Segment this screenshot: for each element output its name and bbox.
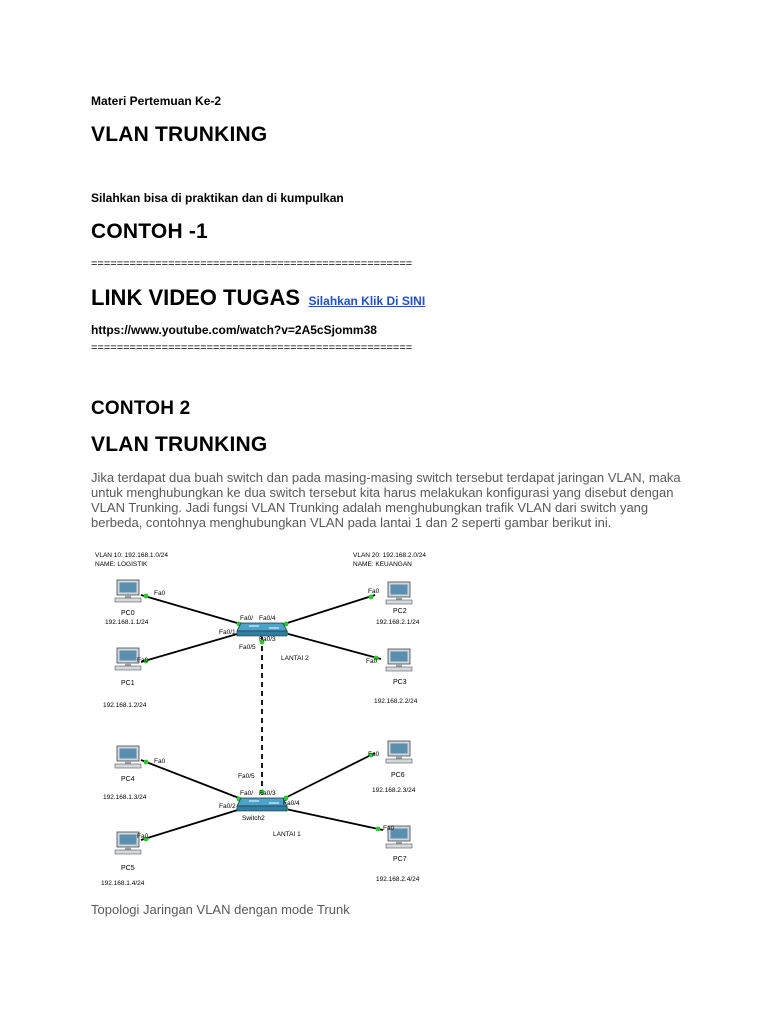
link-pc1-sw1 — [141, 632, 244, 662]
svg-text:Fa0/1: Fa0/1 — [219, 629, 236, 636]
svg-text:Fa0: Fa0 — [154, 758, 166, 765]
vlan10-label: VLAN 10: 192.168.1.0/24 — [95, 552, 169, 559]
meeting-label: Materi Pertemuan Ke-2 — [91, 94, 222, 108]
vlan20-name: NAME: KEUANGAN — [353, 561, 412, 568]
link-sw2-pc6 — [281, 753, 375, 800]
pc2-icon — [386, 582, 412, 604]
separator-line: ================================================== — [91, 258, 413, 270]
link-sw2-pc7 — [281, 808, 383, 830]
link-pc4-sw2 — [141, 760, 244, 800]
link-video-row — [91, 285, 425, 311]
svg-text:Fa0: Fa0 — [368, 751, 380, 758]
svg-text:Fa0/3: Fa0/3 — [259, 636, 276, 643]
floor-2-label: LANTAI 2 — [281, 655, 309, 662]
pc3-ip: 192.168.2.2/24 — [374, 698, 418, 705]
topology-diagram — [91, 545, 446, 890]
vlan20-label: VLAN 20: 192.168.2.0/24 — [353, 552, 427, 559]
pc5-name: PC5 — [121, 865, 135, 872]
link-pc0-sw1 — [141, 595, 244, 625]
pc2-name: PC2 — [393, 608, 407, 615]
svg-text:Fa0/3: Fa0/3 — [259, 790, 276, 797]
example-1-heading: CONTOH -1 — [91, 220, 208, 243]
pc4-icon — [115, 746, 141, 768]
svg-text:Fa0/2: Fa0/2 — [219, 803, 236, 810]
svg-text:Fa0: Fa0 — [368, 588, 380, 595]
instruction-text: Silahkan bisa di praktikan dan di kumpulkan — [91, 191, 344, 205]
svg-text:Fa0/: Fa0/ — [240, 615, 254, 622]
example-2-heading: CONTOH 2 — [91, 398, 191, 419]
svg-text:Fa0/5: Fa0/5 — [238, 773, 255, 780]
pc7-name: PC7 — [393, 856, 407, 863]
page-title: VLAN TRUNKING — [91, 123, 268, 146]
pc1-ip: 192.168.1.2/24 — [103, 702, 147, 709]
pc0-ip: 192.168.1.1/24 — [105, 619, 149, 626]
pc0-name: PC0 — [121, 610, 135, 617]
pc7-ip: 192.168.2.4/24 — [376, 876, 420, 883]
svg-text:Fa0: Fa0 — [137, 833, 149, 840]
pc4-ip: 192.168.1.3/24 — [103, 794, 147, 801]
video-link[interactable]: Silahkan Klik Di SINI — [308, 294, 426, 308]
pc5-ip: 192.168.1.4/24 — [101, 880, 145, 887]
pc2-ip: 192.168.2.1/24 — [376, 619, 420, 626]
pc3-name: PC3 — [393, 679, 407, 686]
pc1-name: PC1 — [121, 680, 135, 687]
pc6-name: PC6 — [391, 772, 405, 779]
pc4-name: PC4 — [121, 776, 135, 783]
youtube-url: https://www.youtube.com/watch?v=2A5cSjomm38 — [91, 323, 377, 337]
pc6-ip: 192.168.2.3/24 — [372, 787, 416, 794]
pc6-icon — [386, 741, 412, 763]
svg-text:Fa0: Fa0 — [137, 657, 149, 664]
svg-text:Fa0: Fa0 — [383, 825, 395, 832]
link-video-heading: LINK VIDEO TUGAS — [91, 285, 301, 310]
switch-lantai2 — [237, 623, 287, 636]
link-pc5-sw2 — [141, 808, 244, 840]
body-paragraph: Jika terdapat dua buah switch dan pada masing-masing switch tersebut terdapat jaringan VLAN, maka untuk menghubungkan ke dua switch tersebut kita harus melakukan konfigurasi yang disebut dengan VLAN Trunking. Jadi fungsi VLAN Trunking adalah menghubungkan trafik VLAN dari switch yang berbeda, contohnya menghubungkan VLAN pada lantai 1 dan 2 seperti gambar berikut ini. — [91, 470, 681, 530]
link-sw1-pc2 — [281, 595, 375, 625]
pc0-icon — [115, 580, 141, 602]
vlan10-name: NAME: LOGISTIK — [95, 561, 148, 568]
svg-text:Fa0/4: Fa0/4 — [259, 615, 276, 622]
section-title: VLAN TRUNKING — [91, 433, 268, 456]
svg-text:Fa0/5: Fa0/5 — [239, 644, 256, 651]
svg-text:Fa0/: Fa0/ — [240, 790, 254, 797]
separator-line-2: ================================================== — [91, 342, 413, 354]
switch2-label: Switch2 — [242, 815, 265, 822]
svg-text:Fa0: Fa0 — [154, 590, 166, 597]
pc3-icon — [386, 649, 412, 671]
switch-lantai1 — [237, 798, 287, 811]
svg-text:Fa0: Fa0 — [366, 658, 378, 665]
floor-1-label: LANTAI 1 — [273, 831, 301, 838]
svg-text:Fa0/4: Fa0/4 — [283, 800, 300, 807]
figure-caption: Topologi Jaringan VLAN dengan mode Trunk — [91, 902, 350, 917]
